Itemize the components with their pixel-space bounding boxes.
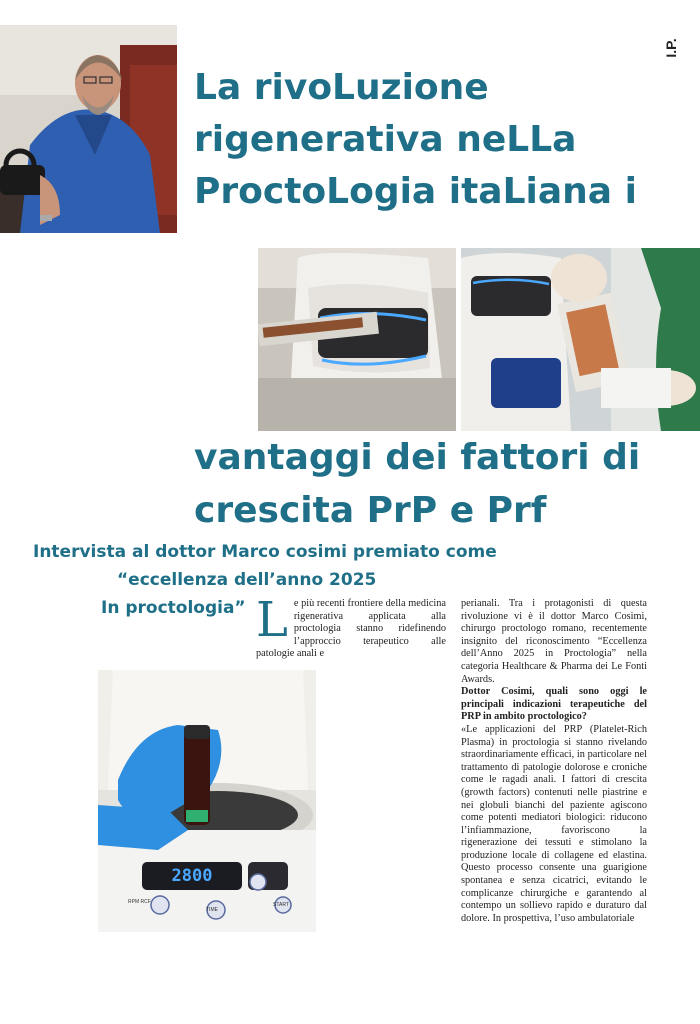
article-column-2: [461, 598, 647, 925]
headline-line-1: La rivoLuzione: [194, 67, 489, 108]
headline-line-4: vantaggi dei fattori di: [194, 437, 641, 478]
prp-device-photo-2: [461, 248, 700, 431]
subtitle-line-1: Intervista al dottor Marco cosimi premiato come: [33, 542, 497, 562]
doctor-portrait-photo: [0, 25, 177, 233]
article-intro-col1: e più recenti frontiere della medicina rigenerativa applicata alla proctologia stanno ridefinendo l’approccio terapeutico alle patologie anali e: [256, 598, 446, 660]
subtitle-line-2: “eccellenza dell’anno 2025: [117, 570, 377, 590]
interview-answer-1: «Le applicazioni del PRP (Platelet-Rich Plasma) in proctologia si stanno rivelando straordinariamente efficaci, in particolare nel trattamento di patologie dolorose e croniche come le ragadi anali. I fattori di crescita (growth factors) contenuti nelle piastrine e nei globuli bianchi del paziente agiscono come potenti mediatori biologici: riducono l’infiammazione, favoriscono la rigenerazione dei tessuti e stimolano la produzione locale di collagene ed elastina. Questo processo consente una guarigione spontanea e senza cicatrici, evitando le complicanze chirurgiche e garantendo al contempo un sollievo rapido e duraturo dal dolore. In prospettiva, l’uso ambulatoriale: [461, 723, 647, 924]
headline-line-3: ProctoLogia itaLiana i: [194, 171, 637, 212]
article-column-1: [256, 592, 446, 661]
article-intro-col2: perianali. Tra i protagonisti di questa rivoluzione vi è il dottor Marco Cosimi, chirurgo proctologo romano, recentemente insignito del riconoscimento “Eccellenza dell’Anno 2025 in Proctologia” nella categoria Healthcare & Pharma dei Le Fonti Awards.: [461, 598, 647, 685]
drop-cap: L: [256, 592, 288, 648]
subtitle-line-3: In proctologia”: [101, 598, 246, 618]
ip-label: I.P.: [663, 38, 679, 58]
centrifuge-display: 2800: [171, 866, 213, 886]
centrifuge-start-label: START: [273, 902, 289, 908]
centrifuge-photo: [98, 670, 316, 932]
interview-question-1: Dottor Cosimi, quali sono oggi le principali indicazioni terapeutiche del PRP in ambito proctologico?: [461, 686, 647, 723]
centrifuge-rpm-label: RPM RCF: [128, 899, 151, 905]
prp-device-photo-1: [258, 248, 456, 431]
headline-line-5: crescita PrP e Prf: [194, 490, 547, 531]
headline-line-2: rigenerativa neLLa: [194, 119, 577, 160]
centrifuge-time-label: TIME: [206, 907, 218, 913]
